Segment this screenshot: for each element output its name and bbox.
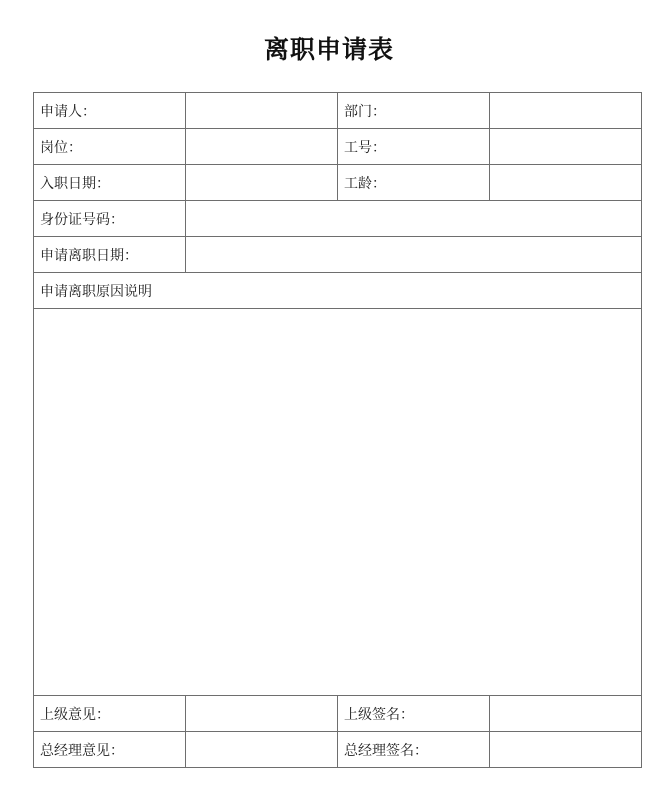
table-row bbox=[34, 309, 642, 696]
id-number-label: 身份证号码： bbox=[34, 201, 186, 237]
table-row bbox=[34, 237, 642, 273]
resign-date-field[interactable] bbox=[186, 237, 642, 273]
form-title: 离职申请表 bbox=[263, 35, 394, 64]
reason-label: 申请离职原因说明 bbox=[34, 273, 642, 309]
gm-opinion-field[interactable] bbox=[186, 732, 338, 768]
supervisor-signature-field[interactable] bbox=[490, 696, 642, 732]
table-row bbox=[34, 201, 642, 237]
seniority-field[interactable] bbox=[490, 165, 642, 201]
table-row bbox=[34, 129, 642, 165]
employee-no-label: 工号： bbox=[338, 129, 490, 165]
hire-date-label: 入职日期： bbox=[34, 165, 186, 201]
hire-date-field[interactable] bbox=[186, 165, 338, 201]
id-number-field[interactable] bbox=[186, 201, 642, 237]
gm-signature-field[interactable] bbox=[490, 732, 642, 768]
supervisor-opinion-label: 上级意见： bbox=[34, 696, 186, 732]
gm-signature-label: 总经理签名： bbox=[338, 732, 490, 768]
employee-no-field[interactable] bbox=[490, 129, 642, 165]
position-label: 岗位： bbox=[34, 129, 186, 165]
supervisor-signature-label: 上级签名： bbox=[338, 696, 490, 732]
resign-date-label: 申请离职日期： bbox=[34, 237, 186, 273]
resignation-form-table bbox=[33, 92, 642, 768]
department-field[interactable] bbox=[490, 93, 642, 129]
supervisor-opinion-field[interactable] bbox=[186, 696, 338, 732]
position-field[interactable] bbox=[186, 129, 338, 165]
table-row bbox=[34, 93, 642, 129]
table-row bbox=[34, 732, 642, 768]
gm-opinion-label: 总经理意见： bbox=[34, 732, 186, 768]
applicant-label: 申请人： bbox=[34, 93, 186, 129]
applicant-field[interactable] bbox=[186, 93, 338, 129]
reason-text-area[interactable] bbox=[34, 309, 642, 696]
table-row bbox=[34, 696, 642, 732]
table-row bbox=[34, 273, 642, 309]
table-row bbox=[34, 165, 642, 201]
seniority-label: 工龄： bbox=[338, 165, 490, 201]
department-label: 部门： bbox=[338, 93, 490, 129]
